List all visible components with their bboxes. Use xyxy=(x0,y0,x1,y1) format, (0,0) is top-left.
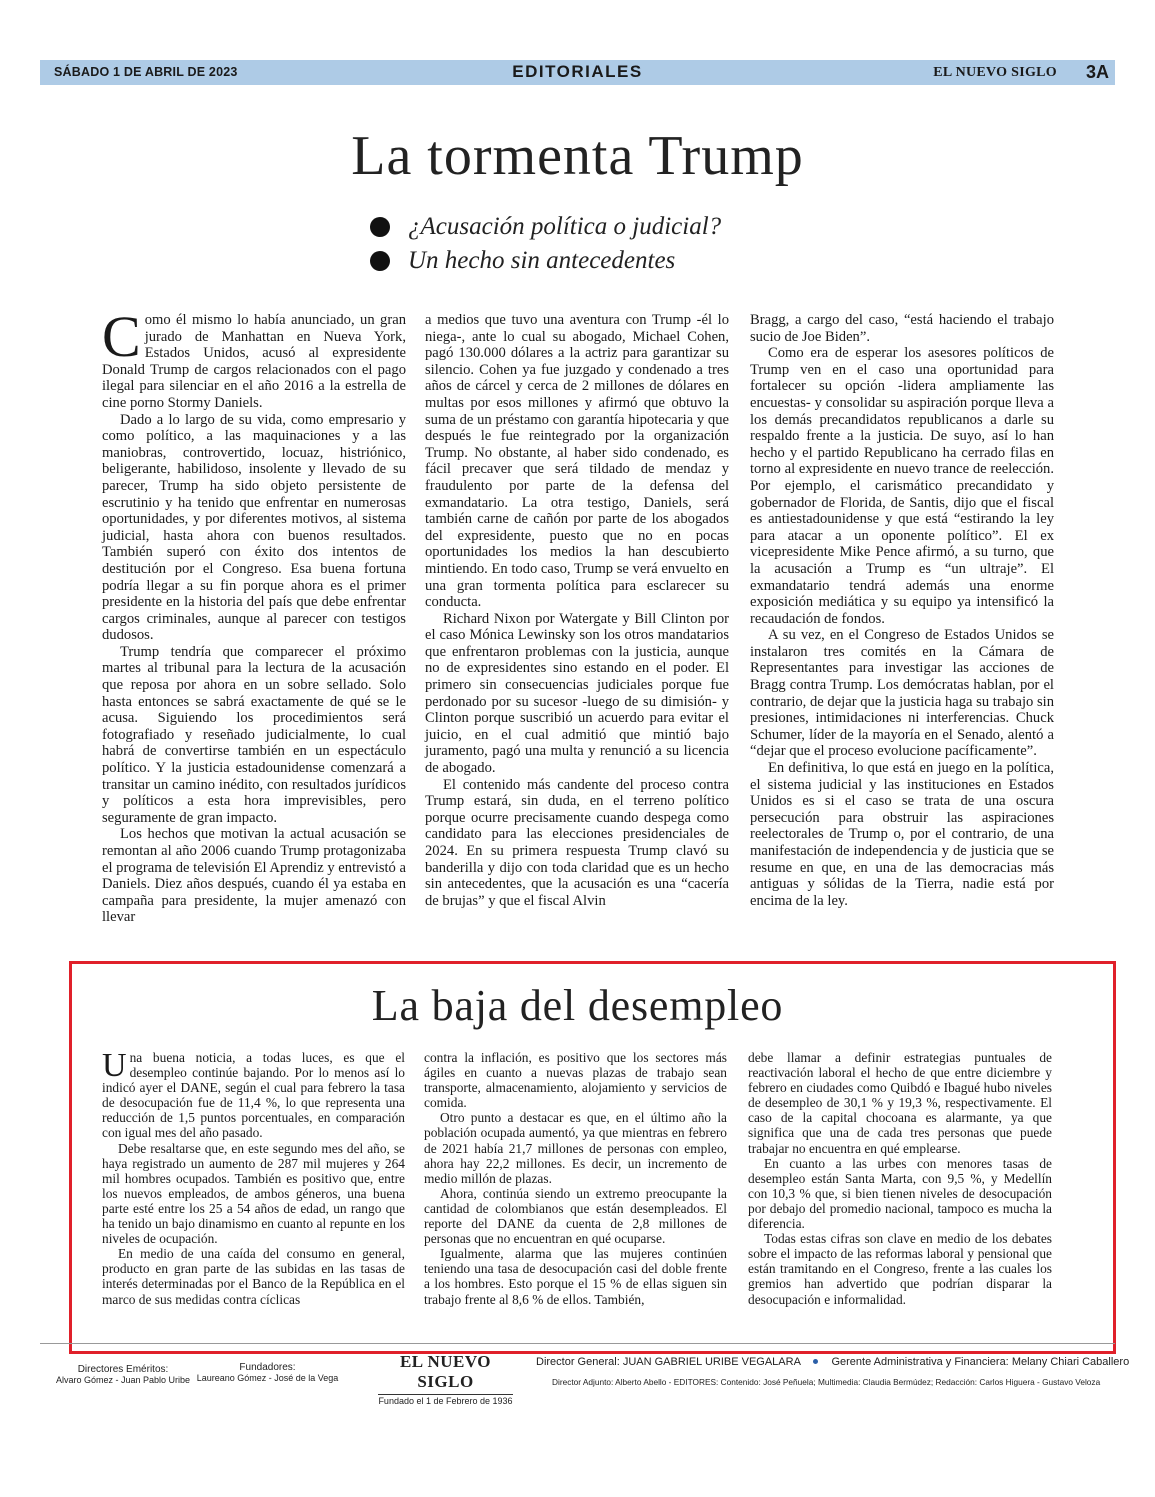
editorial-2-column-3 xyxy=(748,1050,1052,1307)
footer-divider xyxy=(40,1343,1115,1344)
page-number: 3A xyxy=(1085,62,1109,82)
bullet-icon xyxy=(370,217,390,237)
separator-dot-icon xyxy=(813,1359,818,1364)
founded-date: Fundado el 1 de Febrero de 1936 xyxy=(378,1396,513,1406)
editorial-2-column-2 xyxy=(424,1050,727,1307)
page-header xyxy=(40,60,1115,85)
paragraph: debe llamar a definir estrategias puntuales de reactivación laboral el hecho de que entre diciembre y febrero en ciudades como Quibdó e Ibagué hubo niveles de desempleo de 30,1 % y 19,3 %, respectivamente. El caso de la capital chocoana es alarmante, ya que significa que una de cada tres personas que puede trabajar no encuentra en qué emplearse. xyxy=(748,1050,1052,1156)
section-title: EDITORIALES xyxy=(512,62,643,81)
director-line xyxy=(536,1356,1130,1368)
paragraph: Richard Nixon por Watergate y Bill Clinton por el caso Mónica Lewinsky son los otros mandatarios que enfrentaron problemas con la justicia, aunque no de expresidentes sino estando en el poder. El primero sin consecuencias judiciales porque fue perdonado por su sucesor -luego de su dimisión- y Clinton porque suscribió un acuerdo para evitar el juicio, en el cual admitió que mintió bajo juramento, pagó una multa y renunció a su licencia de abogado. xyxy=(425,610,729,777)
paragraph: En medio de una caída del consumo en general, producto en gran parte de las subidas en las tasas de interés determinadas por el Banco de la República en el marco de sus medidas contra cíclicas xyxy=(102,1246,405,1307)
paragraph: contra la inflación, es positivo que los sectores más ágiles en cuanto a nuevas plazas de trabajo sean transporte, almacenamiento, alojamiento y servicios de comida. xyxy=(424,1050,727,1111)
editorial-2-column-1 xyxy=(102,1047,405,1307)
footer-masthead: EL NUEVO SIGLO xyxy=(399,1352,492,1391)
paragraph: Los hechos que motivan la actual acusación se remontan al año 2006 cuando Trump protagonizaba el programa de televisión El Aprendiz y entrevistó a Daniels. Diez años después, cuando él ya estaba en campaña para presidente, la mujer amenazó con llevar xyxy=(102,826,406,926)
editorial-1-subtitles xyxy=(370,210,721,278)
masthead: EL NUEVO SIGLO xyxy=(933,65,1057,80)
editorial-2-title: La baja del desempleo xyxy=(371,981,784,1030)
fundadores-names: Laureano Gómez - José de la Vega xyxy=(196,1373,339,1383)
paragraph: Trump tendría que comparecer el próximo martes al tribunal para la lectura de la acusación que reposa por ahora en un sobre sellado. Solo hasta entonces se sabrá exactamente de qué se le acusa. Siguiendo los procedimientos será fotografiado y reseñado judicialmente, lo cual habrá de convertirse también en un espectáculo político. Y la justicia estadounidense comenzará a transitar un camino inédito, con resultados jurídicos y políticos a esta hora imprevisibles, pero seguramente de gran impacto. xyxy=(102,643,406,826)
subtitle-text: Un hecho sin antecedentes xyxy=(408,247,676,274)
paragraph: El contenido más candente del proceso contra Trump estará, sin duda, en el terreno político porque ocurre precisamente cuando despega como candidato para las elecciones presidenciales de 2024. En su primera respuesta Trump clavó su banderilla y dijo con toda claridad que es un hecho sin antecedentes, que la acusación es una “cacería de brujas” y que el fiscal Alvin xyxy=(425,776,729,909)
paragraph: Dado a lo largo de su vida, como empresario y como político, a las maquinaciones y a las maniobras, controvertido, locuaz, histriónico, beligerante, habilidoso, insolente y llevado de su parecer, Trump ha sido objeto persistente de escrutinio y ha tenido que enfrentar en numerosas oportunidades, y por diferentes motivos, al sistema judicial, hasta ahora con buenos resultados. También superó con éxito dos intentos de destitución por el Congreso. Esa buena fortuna podría llegar a su fin porque ahora es el primer presidente en la historia del país que debe enfrentar cargos criminales, aunque al parecer con testigos dudosos. xyxy=(102,411,406,644)
paragraph: Todas estas cifras son clave en medio de los debates sobre el impacto de las reformas laboral y pensional que están tramitando en el Congreso, frente a las cuales los gremios han advertido que podrían disparar la desocupación e informalidad. xyxy=(748,1231,1052,1307)
issue-date: SÁBADO 1 DE ABRIL DE 2023 xyxy=(54,65,238,79)
directores-block xyxy=(48,1364,198,1385)
subtitle-text: ¿Acusación política o judicial? xyxy=(408,213,722,240)
editorial-1-title: La tormenta Trump xyxy=(351,125,804,187)
paragraph: Como era de esperar los asesores políticos de Trump ven en el caso una oportunidad para fortalecer su opción -lidera ampliamente las encuestas- y consolidar su aspiración porque lleva a los demás precandidatos republicanos a darle su respaldo frente a la justicia. De suyo, así lo han hecho y el partido Republicano ha cerrado filas en torno al expresidente en nuevo trance de reelección. Por ejemplo, el carismático precandidato y gobernador de Florida, de Santis, dijo que el fiscal es antiestadounidense y que está “estirando la ley para atacar a un oponente político”. El ex vicepresidente Mike Pence afirmó, a su turno, que la acusación a Trump es “un ultraje”. El exmandatario tendrá además una enorme exposición mediática y su equipo ya intensificó la recaudación de fondos. xyxy=(750,345,1054,627)
paragraph: Debe resaltarse que, en este segundo mes del año, se haya registrado un aumento de 287 mil mujeres y 264 mil hombres ocupados. También es positivo que, entre los nuevos empleados, de ambos géneros, una buena parte esté entre los 25 a 54 años de edad, un rango que ha tenido un bajo dinamismo en cuanto al repunte en los niveles de ocupación. xyxy=(102,1140,405,1247)
gerente-label: Gerente Administrativa y Financiera: xyxy=(831,1356,1009,1368)
editorial-1-column-1 xyxy=(102,304,406,926)
paragraph: Igualmente, alarma que las mujeres continúen teniendo una tasa de desocupación casi del doble frente a los hombres. Esto porque el 15 % de ellas siguen sin trabajo frente al 8,6 % de ellos. También, xyxy=(424,1246,727,1307)
directores-names: Alvaro Gómez - Juan Pablo Uribe xyxy=(55,1375,191,1385)
paragraph: Una buena noticia, a todas luces, es que el desempleo continúe bajando. Por lo menos así lo indicó ayer el DANE, según el cual para febrero la tasa de desocupación fue de 11,4 %, lo que representa una reducción de 1,5 puntos porcentuales, en comparación con igual mes del año pasado. xyxy=(102,1047,405,1141)
paragraph: En definitiva, lo que está en juego en la política, el sistema judicial y las instituciones en Estados Unidos es si el caso se trata de una oscura persecución para obstruir las aspiraciones reelectorales de Trump o, por el contrario, de una manifestación de independencia y de justicia que se resume en que, en una de las democracias más antiguas y sólidas de la Tierra, nadie está por encima de la ley. xyxy=(750,760,1054,909)
editorial-1-column-2 xyxy=(425,312,729,909)
director-general-label: Director General: xyxy=(536,1356,620,1368)
paragraph: A su vez, en el Congreso de Estados Unidos se instalaron tres comités en la Cámara de Representantes para investigar las acciones de Bragg contra Trump. Los demócratas hablan, por el contrario, de dejar que la justicia haga su trabajo sin presiones, intimidaciones ni interferencias. Chuck Schumer, líder de la mayoría en el Senado, alentó a “dejar que el proceso evolucione pacíficamente”. xyxy=(750,627,1054,760)
subtitle-1 xyxy=(370,210,721,244)
directores-label: Directores Eméritos: xyxy=(77,1364,169,1375)
paragraph: Como él mismo lo había anunciado, un gran jurado de Manhattan en Nueva York, Estados Unidos, acusó al expresidente Donald Trump de cargos relacionados con el pago ilegal para silenciar en el año 2016 a la estrella de cine porno Stormy Daniels. xyxy=(102,304,406,411)
bullet-icon xyxy=(370,251,390,271)
paragraph: Bragg, a cargo del caso, “está haciendo el trabajo sucio de Joe Biden”. xyxy=(750,312,1054,345)
director-general-name: JUAN GABRIEL URIBE VEGALARA xyxy=(622,1356,801,1368)
drop-cap: C xyxy=(102,304,141,369)
paragraph: En cuanto a las urbes con menores tasas de desempleo están Santa Marta, con 9,5 %, y Medellín con 10,3 % que, si bien tienen niveles de desocupación por debajo del promedio nacional, tampoco es mucha la diferencia. xyxy=(748,1155,1052,1232)
credits-line: Director Adjunto: Alberto Abello - EDITORES: Contenido: José Peñuela; Multimedia: Claudia Bermúdez; Redacción: Carlos Higuera - Gustavo Veloza xyxy=(552,1377,1101,1387)
drop-cap: U xyxy=(102,1047,127,1084)
gerente-name: Melany Chiari Caballero xyxy=(1011,1356,1130,1368)
editorial-1-column-3 xyxy=(750,312,1054,909)
paragraph: a medios que tuvo una aventura con Trump -él lo niega-, ante lo cual su abogado, Michael Cohen, pagó 130.000 dólares a la actriz para garantizar su silencio. Cohen ya fue juzgado y condenado a tres años de cárcel y cerca de 2 millones de dólares en multas por esos millones y afirmó que obtuvo la suma de un préstamo con garantía hipotecaria y que después le fue reintegrado por la organización Trump. No obstante, al haber sido condenado, es fácil precaver que será tildado de mendaz y fraudulento por parte de la defensa del exmandatario. La otra testigo, Daniels, será también carne de cañón por parte de los abogados del expresidente, puesto que no en pocas oportunidades los medios la han descubierto mintiendo. En todo caso, Trump se verá envuelto en una gran tormenta política para esclarecer su conducta. xyxy=(425,312,729,611)
footer-masthead-block xyxy=(378,1352,513,1406)
fundadores-block xyxy=(195,1362,340,1383)
subtitle-2 xyxy=(370,244,721,278)
fundadores-label: Fundadores: xyxy=(239,1362,296,1373)
paragraph: Ahora, continúa siendo un extremo preocupante la cantidad de colombianos que están desempleados. El reporte del DANE da cuenta de 2,8 millones de personas que no encuentran en qué ocuparse. xyxy=(424,1185,727,1247)
paragraph: Otro punto a destacar es que, en el último año la población ocupada aumentó, ya que mientras en febrero de 2021 había 21,7 millones de personas con empleo, ahora hay 22,2 millones. Es decir, un incremento de medio millón de plazas. xyxy=(424,1110,727,1186)
